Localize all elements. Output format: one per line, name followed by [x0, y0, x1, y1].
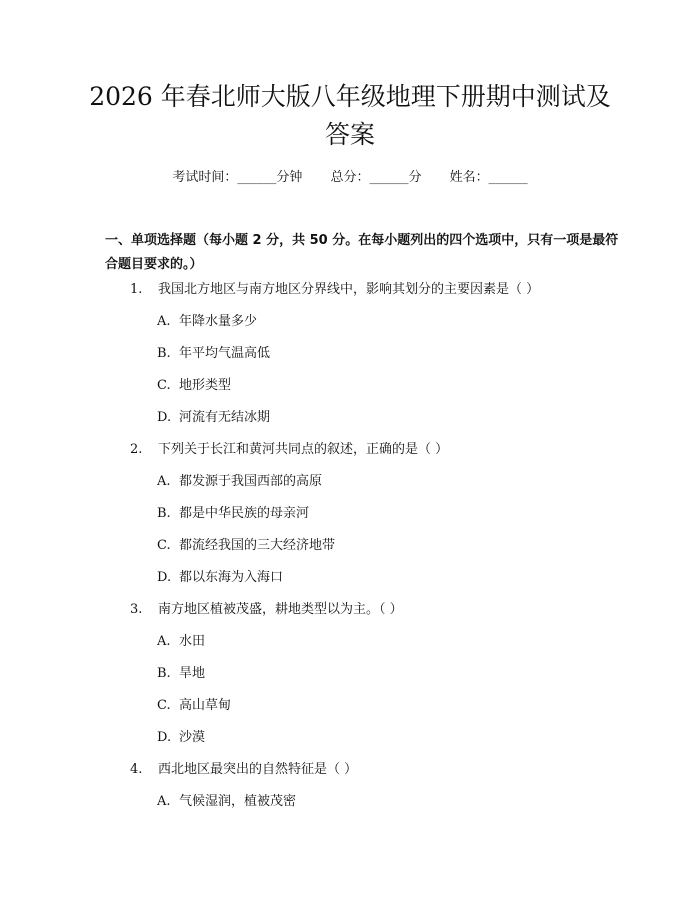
question-text: 下列关于长江和黄河共同点的叙述，正确的是（ ） — [158, 442, 449, 457]
option-3b — [157, 664, 205, 684]
option-text: 地形类型 — [179, 378, 232, 393]
option-text: 都流经我国的三大经济地带 — [179, 538, 336, 553]
question-2 — [130, 440, 448, 460]
question-1 — [130, 280, 539, 300]
exam-time-field: 考试时间：______分钟 — [172, 170, 303, 185]
option-1a — [157, 312, 257, 332]
option-4a — [157, 792, 296, 812]
question-number: 1. — [130, 282, 143, 297]
option-letter: C. — [157, 698, 171, 713]
page-title: 2026 年春北师大版八年级地理下册期中测试及答案 — [89, 82, 611, 149]
option-letter: C. — [157, 538, 171, 553]
option-1b — [157, 344, 270, 364]
option-1d — [157, 408, 270, 428]
option-text: 年平均气温高低 — [179, 346, 271, 361]
option-2b — [157, 504, 309, 524]
question-text: 南方地区植被茂盛，耕地类型以为主。（ ） — [158, 602, 403, 617]
option-letter: D. — [157, 570, 172, 585]
option-letter: C. — [157, 378, 171, 393]
option-text: 都以东海为入海口 — [179, 570, 284, 585]
option-3d — [157, 728, 205, 748]
section-heading: 一、单项选择题（每小题 2 分，共 50 分。在每小题列出的四个选项中，只有一项是最符合题目要求的。） — [105, 233, 619, 272]
option-text: 旱地 — [179, 666, 206, 681]
option-text: 年降水量多少 — [179, 314, 258, 329]
option-letter: A. — [157, 634, 171, 649]
question-number: 3. — [130, 602, 143, 617]
option-letter: A. — [157, 314, 171, 329]
question-number: 2. — [130, 442, 143, 457]
question-text: 我国北方地区与南方地区分界线中，影响其划分的主要因素是（ ） — [158, 282, 540, 297]
question-text: 西北地区最突出的自然特征是（ ） — [158, 762, 358, 777]
option-letter: B. — [157, 666, 171, 681]
option-letter: A. — [157, 794, 171, 809]
option-letter: A. — [157, 474, 171, 489]
option-text: 气候湿润，植被茂密 — [179, 794, 297, 809]
total-score-field: 总分：______分 — [330, 170, 422, 185]
option-letter: B. — [157, 346, 171, 361]
question-3 — [130, 600, 403, 620]
option-3a — [157, 632, 205, 652]
name-field: 姓名：______ — [449, 170, 528, 185]
option-3c — [157, 696, 231, 716]
option-letter: D. — [157, 730, 172, 745]
option-text: 都是中华民族的母亲河 — [179, 506, 310, 521]
option-text: 都发源于我国西部的高原 — [179, 474, 323, 489]
option-2d — [157, 568, 283, 588]
option-letter: D. — [157, 410, 172, 425]
option-1c — [157, 376, 231, 396]
question-4 — [130, 760, 357, 780]
option-text: 沙漠 — [179, 730, 206, 745]
option-text: 高山草甸 — [179, 698, 232, 713]
option-text: 水田 — [179, 634, 206, 649]
option-letter: B. — [157, 506, 171, 521]
option-2c — [157, 536, 335, 556]
exam-meta — [0, 168, 700, 188]
question-number: 4. — [130, 762, 143, 777]
option-text: 河流有无结冰期 — [179, 410, 271, 425]
option-2a — [157, 472, 322, 492]
